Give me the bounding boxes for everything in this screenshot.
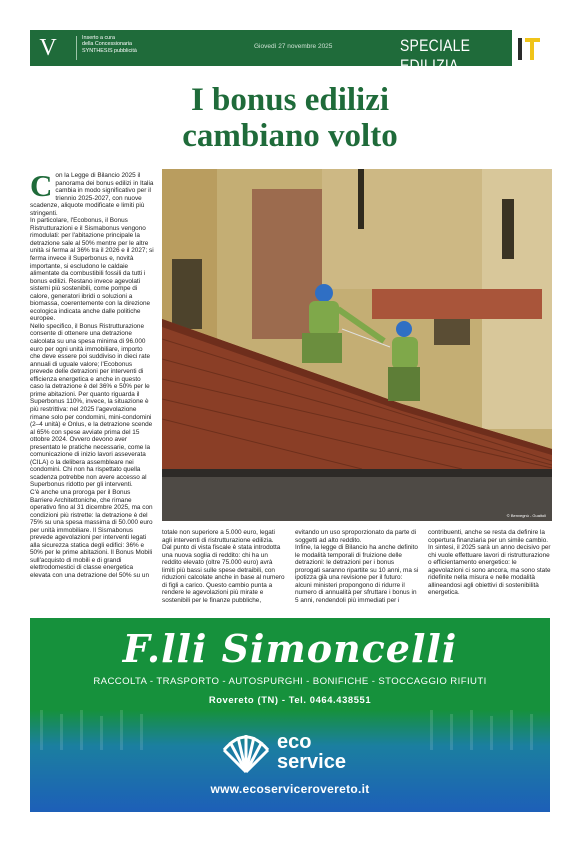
ad-eco-word: eco (277, 731, 312, 753)
paragraph: on la Legge di Bilancio 2025 il panorama dei bonus edilizi in Italia cambia in modo significativo per il triennio 2025-2027, con nuove scadenze, aliquote modificate e limiti più stringenti. (30, 172, 154, 217)
section-title: SPECIALE EDILIZIA (400, 36, 471, 75)
publisher-logo (512, 30, 550, 66)
paragraph: totale non superiore a 5.000 euro, legati agli interventi di ristrutturazione edilizia. (162, 529, 275, 544)
article-headline (0, 82, 580, 154)
header-divider (76, 36, 77, 60)
paragraph: C'è anche una proroga per il Bonus Barriere Architettoniche, che rimane operativo fino al 31 dicembre 2025, ma con condizioni più ristrette: la detrazione è del 75% su una spesa massima di 50.000 euro per unità immobiliare. Il Sismabonus prevede agevolazioni per interventi legati alla sicurezza statica degli edifici: 36% e 50% per le prime abitazioni. Il Bonus Mobili sull'acquisto di mobili e di grandi elettrodomestici di classe energetica elevata con una detrazione del 50% su un (30, 488, 153, 579)
shell-logo-icon (220, 732, 272, 776)
ad-brand-name: F.lli Simoncelli (122, 626, 458, 671)
ad-website-link[interactable]: www.ecoservicerovereto.it (210, 782, 370, 796)
insert-line-1: Inserto a cura (82, 35, 115, 41)
article-column-3 (295, 529, 419, 604)
paragraph: Infine, la legge di Bilancio ha anche definito le modalità temporali di fruizione delle detrazioni: le detrazioni per i bonus prorogati saranno ripartite su 10 anni, ma si ipotizza già una revisione per il futuro: alcuni ministeri propongono di ridurre il numero di annualità per sfruttare i bonus in 5 anni, rendendoli più immediati per i (295, 544, 419, 604)
ad-contact: Rovereto (TN) - Tel. 0464.438551 (208, 694, 372, 705)
photo-credit: © Benvegnù - Guaitoli (506, 513, 546, 518)
paragraph: In particolare, l'Ecobonus, il Bonus Ristrutturazioni e il Sismabonus vengono rimodulati: per l'abitazione principale la detrazione sale al 50% mentre per le altre unità si ferma al 36% tra il 2026 e il 2027; si ferma invece il Superbonus e, novità importante, si escludono le caldaie alimentate da combustibili fossili da tutti i bonus edilizi. Restano invece agevolati sistemi più sostenibili, come pompe di calore, generatori ibridi o soluzioni a biomassa, coerentemente con la direzione ecologica indicata anche dalle politiche europee. (30, 217, 154, 323)
paragraph: Dal punto di vista fiscale è stata introdotta una nuova soglia di reddito: chi ha un reddito elevato (oltre 75.000 euro) avrà limiti più bassi sulle spese detraibili, con riduzioni calcolate anche in base al numero di figli a carico. Questo cambio punta a rendere le agevolazioni più mirate e sostenibili per le finanze pubbliche, (162, 544, 285, 604)
paragraph: contribuenti, anche se resta da definire la copertura finanziaria per un simile cambio. (428, 529, 549, 544)
article-column-1 (30, 168, 154, 580)
ad-service-word: service (277, 751, 346, 773)
article-column-4 (428, 529, 552, 597)
article-photo (162, 169, 552, 521)
page-header (30, 30, 550, 75)
insert-line-3: SYNTHESIS pubblicità (82, 47, 137, 54)
page-letter: V (39, 35, 57, 61)
insert-line-2: della Concessionaria (82, 41, 133, 48)
paragraph: Nello specifico, il Bonus Ristrutturazione consente di ottenere una detrazione calcolata su una spesa minima di 96.000 euro per ogni unità immobiliare, importo che deve essere poi suddiviso in dieci rate annuali di uguale valore; l'Ecobonus prevede delle detrazioni per interventi di efficienza energetica e anche in questo caso la detrazione è del 36% e 50% per le prime abitazioni. Per quanto riguarda il Superbonus 110%, invece, la situazione è più restrittiva: nel 2025 l'agevolazione rimane solo per condomini, mini-condomini (2–4 unità) e Onlus, e la detrazione scende al 65% con spese avviate prima del 15 ottobre 2024. Ovvero devono aver presentato le pratiche necessarie, come la comunicazione di inizio lavori asseverata (CILA) o la delibera assembleare nei condomini. Chi non ha rispettato quella scadenza potrebbe non avere accesso al Superbonus ridotto per gli interventi. (30, 322, 153, 489)
issue-date: Giovedì 27 novembre 2025 (254, 43, 333, 50)
advertisement[interactable] (30, 618, 550, 812)
paragraph: In sintesi, il 2025 sarà un anno decisivo per chi vuole effettuare lavori di ristrutturazione o efficientamento energetico: le agevolazioni ci sono ancora, ma sono state ridefinite nella misura e nelle modalità allineandosi agli obiettivi di sostenibilità energetica. (428, 544, 551, 597)
article-column-2 (162, 529, 286, 604)
ad-services: RACCOLTA - TRASPORTO - AUTOSPURGHI - BONIFICHE - STOCCAGGIO RIFIUTI (93, 676, 487, 687)
paragraph: evitando un uso sproporzionato da parte di soggetti ad alto reddito. (295, 529, 417, 544)
roof-workers-image (162, 169, 552, 521)
headline-line-2: cambiano volto (182, 118, 398, 154)
insert-credit (82, 35, 137, 54)
drop-cap: C (30, 168, 53, 203)
headline-line-1: I bonus edilizi (190, 82, 390, 118)
